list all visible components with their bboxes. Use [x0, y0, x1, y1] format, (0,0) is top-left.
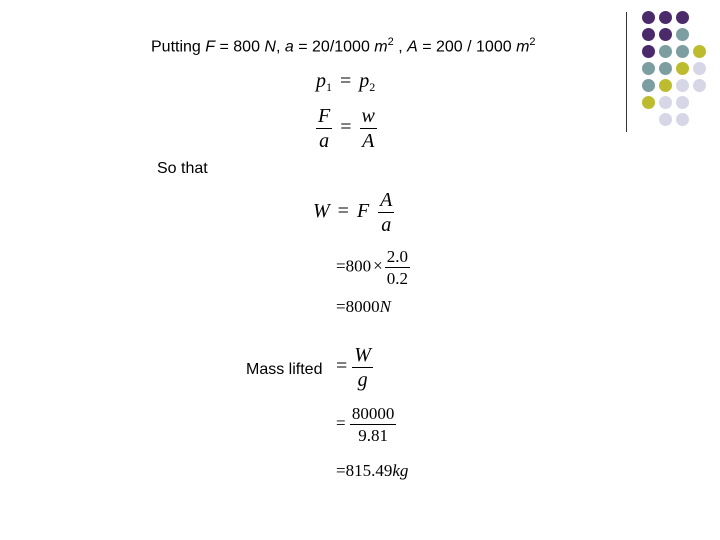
force-result — [336, 297, 391, 317]
given-prefix: Putting — [151, 38, 206, 56]
deco-dot — [676, 28, 689, 41]
deco-dot — [642, 11, 655, 24]
deco-dot — [659, 113, 672, 126]
deco-dot — [659, 45, 672, 58]
given-a-value: = 20/1000 — [293, 38, 375, 56]
deco-dot — [676, 11, 689, 24]
deco-dot — [642, 79, 655, 92]
deco-dot — [693, 62, 706, 75]
given-values-line — [151, 36, 536, 56]
deco-dot — [642, 28, 655, 41]
fraction-bar — [378, 212, 394, 213]
fraction-denominator: a — [319, 130, 330, 152]
force-result-value: 8000 — [345, 297, 380, 316]
W-over-g-fraction — [352, 345, 373, 390]
deco-dot — [676, 113, 689, 126]
deco-dot — [676, 45, 689, 58]
fraction-denominator: A — [362, 130, 375, 152]
p2-symbol: p — [359, 70, 370, 92]
force-value: 800 — [345, 256, 372, 276]
equals-sign: = — [336, 256, 346, 276]
fraction-bar — [385, 267, 410, 268]
given-A-symbol: A — [407, 38, 418, 56]
given-A-exponent: 2 — [529, 36, 536, 48]
deco-dot — [676, 79, 689, 92]
equals-sign: = — [337, 200, 349, 223]
deco-dot — [659, 62, 672, 75]
force-equation — [313, 190, 394, 235]
fraction-denominator: 0.2 — [386, 269, 408, 288]
A-over-a-fraction — [378, 190, 394, 235]
fraction-numerator: 2.0 — [386, 247, 408, 266]
deco-dot — [693, 79, 706, 92]
given-separator: , — [275, 38, 285, 56]
W-symbol: W — [313, 200, 330, 223]
deco-dot — [642, 96, 655, 109]
mass-substitution — [336, 405, 396, 444]
area-ratio-fraction — [385, 248, 410, 287]
ratio-equation — [316, 106, 377, 151]
F-over-a-fraction — [316, 106, 332, 151]
fraction-denominator: a — [381, 214, 392, 236]
mass-equation — [336, 345, 373, 390]
fraction-numerator: F — [318, 105, 331, 127]
equals-sign: = — [340, 116, 352, 139]
mass-result-value: 815.49 — [345, 461, 393, 480]
equals-sign: = — [336, 461, 346, 480]
given-a-exponent: 2 — [387, 36, 394, 48]
w-over-A-fraction — [360, 106, 377, 151]
fraction-denominator: g — [357, 369, 368, 391]
deco-dot — [676, 96, 689, 109]
fraction-bar — [352, 367, 373, 368]
deco-dot — [693, 45, 706, 58]
decorative-divider — [626, 12, 627, 132]
substitution-equation — [336, 248, 410, 287]
given-separator: , — [393, 38, 408, 56]
given-F-symbol: F — [205, 38, 216, 56]
p1-subscript: 1 — [326, 80, 332, 94]
p2-subscript: 2 — [369, 80, 376, 94]
pressure-equation — [316, 70, 375, 95]
deco-dot — [659, 79, 672, 92]
deco-dot — [676, 62, 689, 75]
given-N-unit: N — [264, 38, 276, 56]
p1-symbol: p — [316, 70, 326, 92]
mass-lifted-label: Mass lifted — [246, 361, 323, 378]
given-a-symbol: a — [284, 38, 294, 56]
equals-sign: = — [336, 297, 346, 316]
deco-dot — [642, 45, 655, 58]
fraction-bar — [316, 128, 332, 129]
deco-dot — [659, 28, 672, 41]
mass-result-unit: kg — [392, 461, 409, 480]
force-result-unit: N — [379, 297, 391, 316]
fraction-bar — [360, 128, 377, 129]
F-symbol: F — [356, 200, 370, 223]
equals-sign: = — [336, 413, 346, 433]
deco-dot — [659, 11, 672, 24]
given-F-value: = 800 — [215, 38, 265, 56]
given-a-unit: m — [374, 38, 388, 56]
equals-sign: = — [340, 70, 352, 92]
times-sign: × — [373, 256, 383, 276]
given-A-value: = 200 / 1000 — [417, 38, 517, 56]
fraction-numerator: W — [354, 344, 371, 366]
fraction-numerator: A — [380, 189, 393, 211]
mass-result — [336, 461, 408, 481]
weight-over-gravity-fraction — [350, 405, 397, 444]
fraction-numerator: 80000 — [351, 404, 395, 423]
fraction-bar — [350, 424, 397, 425]
equals-sign: = — [336, 355, 348, 378]
fraction-numerator: w — [361, 105, 375, 127]
deco-dot — [659, 96, 672, 109]
given-A-unit: m — [516, 38, 530, 56]
fraction-denominator: 9.81 — [358, 426, 388, 445]
so-that-label: So that — [157, 160, 208, 177]
deco-dot — [642, 62, 655, 75]
